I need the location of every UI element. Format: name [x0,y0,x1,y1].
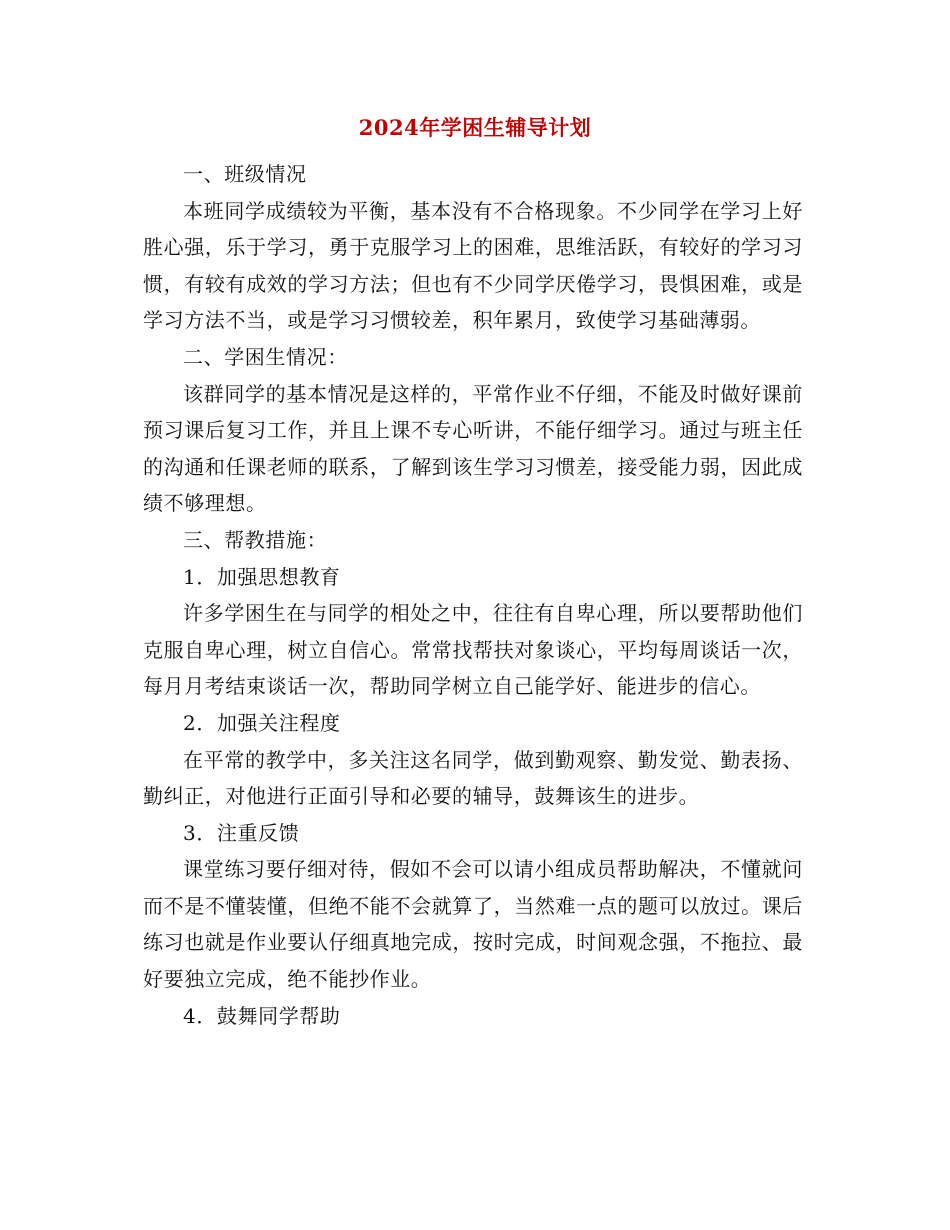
section-heading-measures: 三、帮教措施： [183,527,328,552]
subheading-measure-4: 4．鼓舞同学帮助 [183,1003,341,1028]
paragraph-measure-1: 许多学困生在与同学的相处之中，往往有自卑心理，所以要帮助他们克服自卑心理，树立自信心。常常找帮扶对象谈心，平均每周谈话一次，每月月考结束谈话一次，帮助同学树立自己能学好、能进步的信心。 [143,601,803,699]
paragraph-measure-2: 在平常的教学中，多关注这名同学，做到勤观察、勤发觉、勤表扬、勤纠正，对他进行正面引导和必要的辅导，鼓舞该生的进步。 [143,747,803,809]
subheading-measure-2: 2．加强关注程度 [183,710,341,735]
subheading-measure-1: 1．加强思想教育 [183,564,341,589]
paragraph-struggling-students: 该群同学的基本情况是这样的，平常作业不仔细，不能及时做好课前预习课后复习工作，并且上课不专心听讲，不能仔细学习。通过与班主任的沟通和任课老师的联系，了解到该生学习习惯差，接受能力弱，因此成绩不够理想。 [143,381,803,516]
document-title: 2024年学困生辅导计划 [358,115,592,140]
paragraph-measure-3: 课堂练习要仔细对待，假如不会可以请小组成员帮助解决，不懂就问而不是不懂装懂，但绝不能不会就算了，当然难一点的题可以放过。课后练习也就是作业要认仔细真地完成，按时完成，时间观念强，不拖拉、最好要独立完成，绝不能抄作业。 [143,857,803,992]
document-body [143,156,803,1034]
section-heading-struggling-students: 二、学困生情况： [183,344,348,369]
section-heading-class-situation: 一、班级情况 [183,162,307,186]
paragraph-class-situation: 本班同学成绩较为平衡，基本没有不合格现象。不少同学在学习上好胜心强，乐于学习，勇于克服学习上的困难，思维活跃，有较好的学习习惯，有较有成效的学习方法；但也有不少同学厌倦学习，畏惧困难，或是学习方法不当，或是学习习惯较差，积年累月，致使学习基础薄弱。 [143,198,803,333]
subheading-measure-3: 3．注重反馈 [183,820,300,845]
